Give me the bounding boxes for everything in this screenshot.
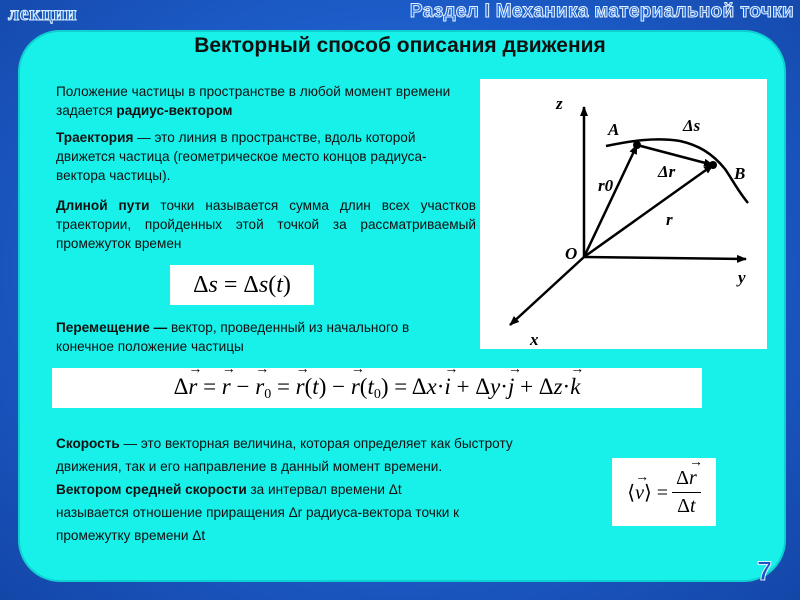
avg-velocity-formula: ⟨→ v⟩ = $\frac{\Delta\to r}{\Delta t}$ (612, 458, 716, 526)
y-axis (584, 257, 746, 259)
velocity-paragraph (56, 432, 696, 547)
velocity-line-4: называется отношение приращения Δr радиуса-вектора точки к (56, 505, 460, 520)
path-length-paragraph (56, 196, 476, 253)
path-length-term: Длиной пути (56, 198, 150, 213)
radius-vector-term: радиус-вектором (116, 103, 233, 118)
page-number: 7 (757, 556, 773, 586)
avg-velocity-text: за интервал времени Δt (246, 482, 402, 497)
label-delta-s: Δs (683, 116, 701, 135)
label-z: z (556, 94, 563, 113)
displacement-formula: Δ→ r = → r − → $r_0$ = → r(t) − → $r(t_0) = \Delta x\cdot\to i + \Delta y\cdot\to j + \Delta z\cdot\to k$ (52, 368, 702, 408)
r0-vector (584, 145, 637, 257)
label-x: x (530, 330, 539, 349)
x-axis (510, 257, 584, 325)
position-paragraph (56, 82, 476, 120)
point-b (709, 161, 717, 169)
label-r0: r0 (598, 176, 614, 195)
trajectory-svg (480, 79, 767, 349)
lectures-tag[interactable]: лекции (8, 3, 78, 25)
displacement-term: Перемещение — (56, 320, 168, 335)
displacement-paragraph (56, 318, 436, 356)
label-y: y (738, 268, 746, 287)
velocity-line-2: движения, так и его направление в данный момент времени. (56, 459, 443, 474)
path-length-formula: Δs = Δs(t) (170, 265, 314, 305)
path-length-text: точки называется сумма длин всех участков траектории, пройденных этой точкой за рассматриваемый промежуток времен (56, 198, 476, 251)
label-a: A (608, 120, 620, 139)
slide-title: Векторный способ описания движения (194, 34, 606, 57)
point-a (633, 141, 641, 149)
trajectory-paragraph (56, 128, 476, 185)
velocity-text: — это векторная величина, которая определяет как быстроту (119, 436, 513, 451)
avg-velocity-term: Вектором средней скорости (56, 482, 247, 497)
label-r: r (666, 210, 673, 229)
trajectory-diagram (480, 79, 767, 349)
trajectory-term: Траектория (56, 130, 134, 145)
trajectory-curve (606, 139, 748, 203)
label-b: B (734, 164, 746, 183)
label-origin: O (565, 244, 578, 263)
position-text: Положение частицы в пространстве в любой момент времени задается (56, 84, 451, 118)
label-delta-r: Δr (658, 162, 676, 181)
velocity-term: Скорость (56, 436, 120, 451)
trajectory-text: — это линия в пространстве, вдоль которой движется частица (геометрическое место концов радиуса-вектора частицы). (56, 130, 427, 183)
velocity-line-5: промежутку времени Δt (56, 528, 206, 543)
displacement-text: вектор, проведенный из начального в конечное положение частицы (56, 320, 410, 354)
section-title: Раздел I Механика материальной точки (409, 1, 794, 22)
